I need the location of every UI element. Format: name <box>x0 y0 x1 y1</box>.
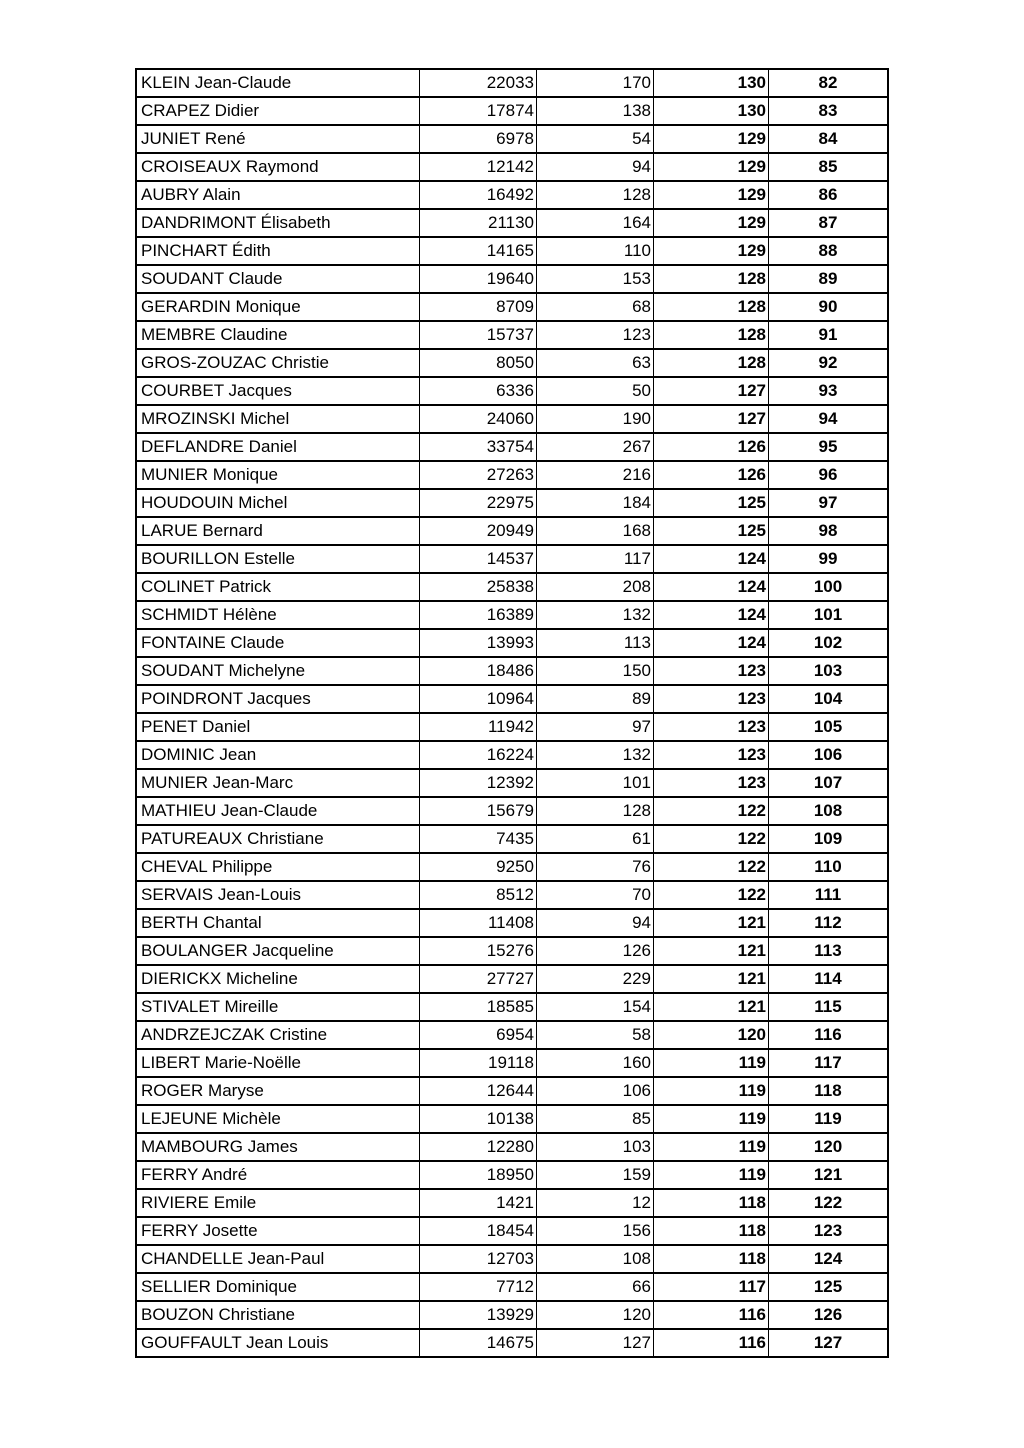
score-cell: 125 <box>654 517 769 545</box>
rank-cell: 101 <box>769 601 889 629</box>
total-cell: 6336 <box>420 377 537 405</box>
table-row <box>136 685 888 713</box>
score-cell: 119 <box>654 1049 769 1077</box>
count-cell: 132 <box>537 741 654 769</box>
total-cell: 14675 <box>420 1329 537 1357</box>
player-name-cell: BOULANGER Jacqueline <box>136 937 420 965</box>
player-name-cell: MAMBOURG James <box>136 1133 420 1161</box>
rank-cell: 105 <box>769 713 889 741</box>
score-cell: 123 <box>654 657 769 685</box>
score-cell: 123 <box>654 741 769 769</box>
score-cell: 129 <box>654 125 769 153</box>
rank-cell: 95 <box>769 433 889 461</box>
count-cell: 168 <box>537 517 654 545</box>
score-cell: 122 <box>654 853 769 881</box>
count-cell: 68 <box>537 293 654 321</box>
player-name-cell: PINCHART Édith <box>136 237 420 265</box>
player-name-cell: AUBRY Alain <box>136 181 420 209</box>
player-name-cell: MUNIER Monique <box>136 461 420 489</box>
total-cell: 10138 <box>420 1105 537 1133</box>
total-cell: 12644 <box>420 1077 537 1105</box>
score-cell: 127 <box>654 377 769 405</box>
count-cell: 184 <box>537 489 654 517</box>
count-cell: 127 <box>537 1329 654 1357</box>
table-row <box>136 1161 888 1189</box>
player-name-cell: BOURILLON Estelle <box>136 545 420 573</box>
count-cell: 128 <box>537 797 654 825</box>
total-cell: 18950 <box>420 1161 537 1189</box>
count-cell: 160 <box>537 1049 654 1077</box>
player-name-cell: GROS-ZOUZAC Christie <box>136 349 420 377</box>
count-cell: 156 <box>537 1217 654 1245</box>
table-row <box>136 321 888 349</box>
table-row <box>136 601 888 629</box>
table-row <box>136 209 888 237</box>
player-name-cell: LARUE Bernard <box>136 517 420 545</box>
table-row <box>136 405 888 433</box>
table-row <box>136 1049 888 1077</box>
rank-cell: 86 <box>769 181 889 209</box>
player-name-cell: SELLIER Dominique <box>136 1273 420 1301</box>
count-cell: 229 <box>537 965 654 993</box>
score-cell: 121 <box>654 993 769 1021</box>
score-cell: 130 <box>654 97 769 125</box>
rank-cell: 96 <box>769 461 889 489</box>
player-name-cell: KLEIN Jean-Claude <box>136 69 420 97</box>
rank-cell: 85 <box>769 153 889 181</box>
score-cell: 118 <box>654 1245 769 1273</box>
score-cell: 129 <box>654 209 769 237</box>
table-row <box>136 97 888 125</box>
count-cell: 89 <box>537 685 654 713</box>
total-cell: 14165 <box>420 237 537 265</box>
rank-cell: 113 <box>769 937 889 965</box>
total-cell: 9250 <box>420 853 537 881</box>
count-cell: 126 <box>537 937 654 965</box>
total-cell: 17874 <box>420 97 537 125</box>
table-row <box>136 1217 888 1245</box>
score-cell: 124 <box>654 573 769 601</box>
score-cell: 123 <box>654 713 769 741</box>
rank-cell: 104 <box>769 685 889 713</box>
rank-cell: 99 <box>769 545 889 573</box>
player-name-cell: DOMINIC Jean <box>136 741 420 769</box>
score-cell: 129 <box>654 237 769 265</box>
count-cell: 70 <box>537 881 654 909</box>
count-cell: 66 <box>537 1273 654 1301</box>
table-row <box>136 797 888 825</box>
total-cell: 7435 <box>420 825 537 853</box>
total-cell: 14537 <box>420 545 537 573</box>
score-cell: 126 <box>654 461 769 489</box>
player-name-cell: FONTAINE Claude <box>136 629 420 657</box>
player-name-cell: SOUDANT Michelyne <box>136 657 420 685</box>
player-name-cell: JUNIET René <box>136 125 420 153</box>
score-cell: 125 <box>654 489 769 517</box>
rank-cell: 83 <box>769 97 889 125</box>
player-name-cell: COLINET Patrick <box>136 573 420 601</box>
table-row <box>136 1021 888 1049</box>
score-cell: 116 <box>654 1329 769 1357</box>
total-cell: 33754 <box>420 433 537 461</box>
count-cell: 138 <box>537 97 654 125</box>
rank-cell: 89 <box>769 265 889 293</box>
player-name-cell: FERRY André <box>136 1161 420 1189</box>
rank-cell: 88 <box>769 237 889 265</box>
count-cell: 153 <box>537 265 654 293</box>
count-cell: 58 <box>537 1021 654 1049</box>
table-row <box>136 769 888 797</box>
player-name-cell: DANDRIMONT Élisabeth <box>136 209 420 237</box>
rank-cell: 124 <box>769 1245 889 1273</box>
player-name-cell: MATHIEU Jean-Claude <box>136 797 420 825</box>
table-row <box>136 937 888 965</box>
score-cell: 128 <box>654 349 769 377</box>
player-name-cell: COURBET Jacques <box>136 377 420 405</box>
player-name-cell: CROISEAUX Raymond <box>136 153 420 181</box>
total-cell: 11942 <box>420 713 537 741</box>
count-cell: 61 <box>537 825 654 853</box>
total-cell: 18486 <box>420 657 537 685</box>
score-cell: 128 <box>654 265 769 293</box>
table-row <box>136 1189 888 1217</box>
table-row <box>136 1133 888 1161</box>
rank-cell: 117 <box>769 1049 889 1077</box>
score-cell: 119 <box>654 1161 769 1189</box>
count-cell: 154 <box>537 993 654 1021</box>
count-cell: 113 <box>537 629 654 657</box>
table-row <box>136 629 888 657</box>
rank-cell: 93 <box>769 377 889 405</box>
total-cell: 11408 <box>420 909 537 937</box>
ranking-table <box>135 68 889 1358</box>
rank-cell: 97 <box>769 489 889 517</box>
count-cell: 12 <box>537 1189 654 1217</box>
count-cell: 123 <box>537 321 654 349</box>
count-cell: 216 <box>537 461 654 489</box>
player-name-cell: RIVIERE Emile <box>136 1189 420 1217</box>
count-cell: 108 <box>537 1245 654 1273</box>
total-cell: 25838 <box>420 573 537 601</box>
rank-cell: 116 <box>769 1021 889 1049</box>
count-cell: 132 <box>537 601 654 629</box>
player-name-cell: MEMBRE Claudine <box>136 321 420 349</box>
rank-cell: 112 <box>769 909 889 937</box>
total-cell: 20949 <box>420 517 537 545</box>
count-cell: 54 <box>537 125 654 153</box>
total-cell: 16389 <box>420 601 537 629</box>
count-cell: 170 <box>537 69 654 97</box>
player-name-cell: MUNIER Jean-Marc <box>136 769 420 797</box>
total-cell: 12280 <box>420 1133 537 1161</box>
score-cell: 124 <box>654 601 769 629</box>
count-cell: 63 <box>537 349 654 377</box>
rank-cell: 108 <box>769 797 889 825</box>
player-name-cell: ANDRZEJCZAK Cristine <box>136 1021 420 1049</box>
rank-cell: 109 <box>769 825 889 853</box>
rank-cell: 118 <box>769 1077 889 1105</box>
total-cell: 15679 <box>420 797 537 825</box>
total-cell: 22033 <box>420 69 537 97</box>
table-row <box>136 377 888 405</box>
player-name-cell: DEFLANDRE Daniel <box>136 433 420 461</box>
total-cell: 1421 <box>420 1189 537 1217</box>
table-row <box>136 881 888 909</box>
total-cell: 15276 <box>420 937 537 965</box>
count-cell: 94 <box>537 153 654 181</box>
score-cell: 119 <box>654 1133 769 1161</box>
table-row <box>136 1077 888 1105</box>
score-cell: 118 <box>654 1217 769 1245</box>
player-name-cell: CHEVAL Philippe <box>136 853 420 881</box>
score-cell: 127 <box>654 405 769 433</box>
table-row <box>136 965 888 993</box>
count-cell: 106 <box>537 1077 654 1105</box>
total-cell: 19640 <box>420 265 537 293</box>
score-cell: 120 <box>654 1021 769 1049</box>
total-cell: 12703 <box>420 1245 537 1273</box>
rank-cell: 127 <box>769 1329 889 1357</box>
total-cell: 10964 <box>420 685 537 713</box>
score-cell: 119 <box>654 1077 769 1105</box>
rank-cell: 87 <box>769 209 889 237</box>
count-cell: 76 <box>537 853 654 881</box>
player-name-cell: SOUDANT Claude <box>136 265 420 293</box>
table-row <box>136 853 888 881</box>
ranking-table-body <box>136 69 888 1357</box>
table-row <box>136 265 888 293</box>
score-cell: 128 <box>654 293 769 321</box>
count-cell: 101 <box>537 769 654 797</box>
total-cell: 8050 <box>420 349 537 377</box>
table-row <box>136 153 888 181</box>
count-cell: 150 <box>537 657 654 685</box>
total-cell: 19118 <box>420 1049 537 1077</box>
total-cell: 8709 <box>420 293 537 321</box>
total-cell: 15737 <box>420 321 537 349</box>
player-name-cell: STIVALET Mireille <box>136 993 420 1021</box>
count-cell: 110 <box>537 237 654 265</box>
total-cell: 13929 <box>420 1301 537 1329</box>
table-row <box>136 1273 888 1301</box>
count-cell: 103 <box>537 1133 654 1161</box>
total-cell: 18585 <box>420 993 537 1021</box>
total-cell: 7712 <box>420 1273 537 1301</box>
score-cell: 122 <box>654 797 769 825</box>
score-cell: 117 <box>654 1273 769 1301</box>
rank-cell: 122 <box>769 1189 889 1217</box>
rank-cell: 92 <box>769 349 889 377</box>
player-name-cell: PATUREAUX Christiane <box>136 825 420 853</box>
score-cell: 119 <box>654 1105 769 1133</box>
table-row <box>136 1105 888 1133</box>
score-cell: 122 <box>654 881 769 909</box>
score-cell: 130 <box>654 69 769 97</box>
player-name-cell: BOUZON Christiane <box>136 1301 420 1329</box>
score-cell: 116 <box>654 1301 769 1329</box>
table-row <box>136 237 888 265</box>
table-row <box>136 1329 888 1357</box>
player-name-cell: PENET Daniel <box>136 713 420 741</box>
total-cell: 18454 <box>420 1217 537 1245</box>
player-name-cell: DIERICKX Micheline <box>136 965 420 993</box>
total-cell: 13993 <box>420 629 537 657</box>
player-name-cell: CHANDELLE Jean-Paul <box>136 1245 420 1273</box>
table-row <box>136 69 888 97</box>
total-cell: 24060 <box>420 405 537 433</box>
table-row <box>136 825 888 853</box>
count-cell: 94 <box>537 909 654 937</box>
table-row <box>136 993 888 1021</box>
rank-cell: 107 <box>769 769 889 797</box>
rank-cell: 90 <box>769 293 889 321</box>
rank-cell: 126 <box>769 1301 889 1329</box>
count-cell: 164 <box>537 209 654 237</box>
rank-cell: 106 <box>769 741 889 769</box>
player-name-cell: GERARDIN Monique <box>136 293 420 321</box>
rank-cell: 103 <box>769 657 889 685</box>
table-row <box>136 657 888 685</box>
rank-cell: 120 <box>769 1133 889 1161</box>
rank-cell: 110 <box>769 853 889 881</box>
count-cell: 128 <box>537 181 654 209</box>
rank-cell: 121 <box>769 1161 889 1189</box>
rank-cell: 84 <box>769 125 889 153</box>
count-cell: 117 <box>537 545 654 573</box>
player-name-cell: SERVAIS Jean-Louis <box>136 881 420 909</box>
score-cell: 129 <box>654 181 769 209</box>
count-cell: 190 <box>537 405 654 433</box>
table-row <box>136 573 888 601</box>
player-name-cell: ROGER Maryse <box>136 1077 420 1105</box>
total-cell: 8512 <box>420 881 537 909</box>
score-cell: 128 <box>654 321 769 349</box>
table-row <box>136 433 888 461</box>
score-cell: 121 <box>654 937 769 965</box>
player-name-cell: HOUDOUIN Michel <box>136 489 420 517</box>
rank-cell: 102 <box>769 629 889 657</box>
score-cell: 123 <box>654 769 769 797</box>
total-cell: 21130 <box>420 209 537 237</box>
table-row <box>136 461 888 489</box>
score-cell: 122 <box>654 825 769 853</box>
rank-cell: 111 <box>769 881 889 909</box>
player-name-cell: BERTH Chantal <box>136 909 420 937</box>
table-row <box>136 349 888 377</box>
score-cell: 118 <box>654 1189 769 1217</box>
player-name-cell: FERRY Josette <box>136 1217 420 1245</box>
rank-cell: 125 <box>769 1273 889 1301</box>
player-name-cell: LEJEUNE Michèle <box>136 1105 420 1133</box>
player-name-cell: SCHMIDT Hélène <box>136 601 420 629</box>
table-row <box>136 545 888 573</box>
total-cell: 22975 <box>420 489 537 517</box>
table-row <box>136 181 888 209</box>
table-row <box>136 517 888 545</box>
total-cell: 6978 <box>420 125 537 153</box>
rank-cell: 114 <box>769 965 889 993</box>
count-cell: 267 <box>537 433 654 461</box>
count-cell: 208 <box>537 573 654 601</box>
player-name-cell: MROZINSKI Michel <box>136 405 420 433</box>
score-cell: 124 <box>654 629 769 657</box>
score-cell: 121 <box>654 965 769 993</box>
table-row <box>136 1245 888 1273</box>
table-row <box>136 713 888 741</box>
table-row <box>136 489 888 517</box>
table-row <box>136 125 888 153</box>
total-cell: 12392 <box>420 769 537 797</box>
total-cell: 27263 <box>420 461 537 489</box>
total-cell: 16224 <box>420 741 537 769</box>
rank-cell: 123 <box>769 1217 889 1245</box>
table-row <box>136 909 888 937</box>
count-cell: 50 <box>537 377 654 405</box>
rank-cell: 82 <box>769 69 889 97</box>
table-row <box>136 293 888 321</box>
rank-cell: 94 <box>769 405 889 433</box>
score-cell: 121 <box>654 909 769 937</box>
total-cell: 16492 <box>420 181 537 209</box>
count-cell: 159 <box>537 1161 654 1189</box>
count-cell: 97 <box>537 713 654 741</box>
total-cell: 12142 <box>420 153 537 181</box>
total-cell: 27727 <box>420 965 537 993</box>
score-cell: 126 <box>654 433 769 461</box>
rank-cell: 91 <box>769 321 889 349</box>
player-name-cell: LIBERT Marie-Noëlle <box>136 1049 420 1077</box>
rank-cell: 115 <box>769 993 889 1021</box>
rank-cell: 119 <box>769 1105 889 1133</box>
score-cell: 123 <box>654 685 769 713</box>
count-cell: 85 <box>537 1105 654 1133</box>
table-row <box>136 1301 888 1329</box>
rank-cell: 100 <box>769 573 889 601</box>
score-cell: 129 <box>654 153 769 181</box>
player-name-cell: GOUFFAULT Jean Louis <box>136 1329 420 1357</box>
count-cell: 120 <box>537 1301 654 1329</box>
table-row <box>136 741 888 769</box>
player-name-cell: CRAPEZ Didier <box>136 97 420 125</box>
rank-cell: 98 <box>769 517 889 545</box>
player-name-cell: POINDRONT Jacques <box>136 685 420 713</box>
total-cell: 6954 <box>420 1021 537 1049</box>
score-cell: 124 <box>654 545 769 573</box>
